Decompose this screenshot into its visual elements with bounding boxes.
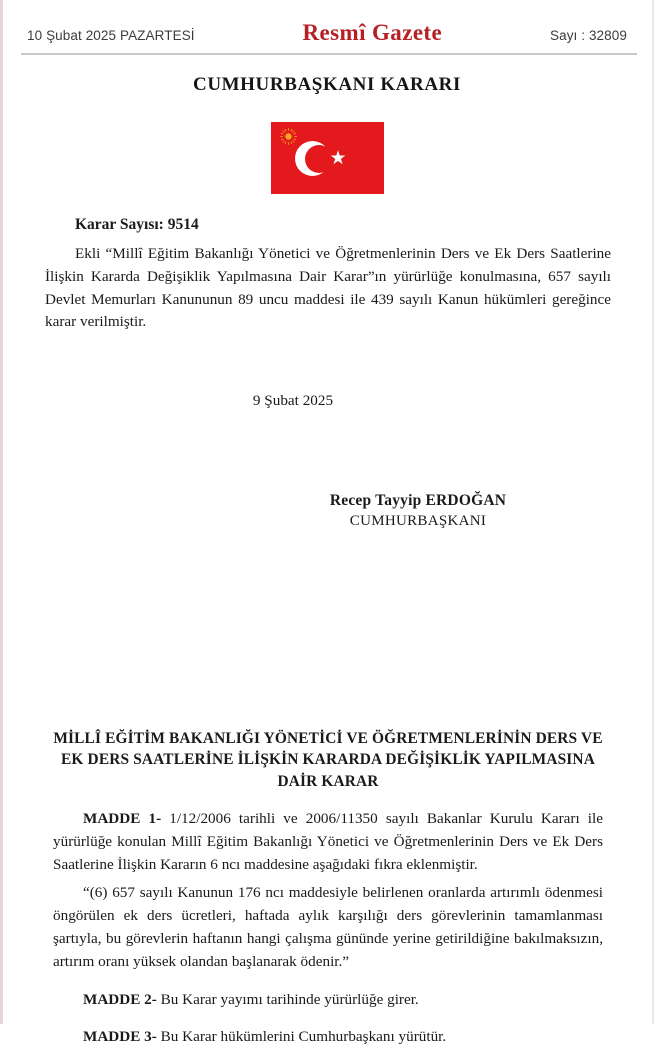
publication-date: 10 Şubat 2025 PAZARTESİ [27,28,195,43]
issue-number: Sayı : 32809 [549,28,627,43]
gazette-masthead [5,0,649,46]
signatory-name: Recep Tayyip ERDOĞAN [329,492,507,510]
decision-paragraph: Ekli “Millî Eğitim Bakanlığı Yönetici ve Öğretmenlerinin Ders ve Ek Ders Saatlerine İlişkin Kararda Değişiklik Yapılmasına Dair Karar”ın yürürlüğe konulmasına, 657 sayılı Devlet Memurları Kanununun 89 uncu maddesi ile 439 sayılı Kanun hükümleri gereğince karar verilmiştir. [45,245,611,331]
article-2-text: Bu Karar yayımı tarihinde yürürlüğe girer. [156,990,419,1008]
page-title: CUMHURBAŞKANI KARARI [193,74,461,95]
article-2-label: MADDE 2- [83,990,157,1008]
annex-heading: MİLLÎ EĞİTİM BAKANLIĞI YÖNETİCİ VE ÖĞRETMENLERİNİN DERS VE EK DERS SAATLERİNE İLİŞKİN KARARDA DEĞİŞİKLİK YAPILMASINA DAİR KARAR [53,730,603,790]
decision-date: 9 Şubat 2025 [252,392,334,410]
page-edge-left [0,0,3,1024]
article-3-label: MADDE 3- [83,1028,157,1046]
signatory-role: CUMHURBAŞKANI [349,513,487,530]
header-divider [21,53,637,55]
article-1-label: MADDE 1- [83,809,162,827]
document-page [5,0,649,1046]
signature-block [45,492,611,530]
annex-section [45,728,611,1049]
article-1-quoted-clause: “(6) 657 sayılı Kanunun 176 ncı maddesiyle belirlenen oranlarda artırımlı ödenmesi öngörülen ek ders ücretleri, haftada aylık karşılığı ders görevlerinin tamamlanması şartıyla, bu görevlerin haftanın hangi çalışma gününde yerine getirildiğine bakılmaksızın, artırım oranı yüksek olandan başlanarak ödenir.” [53,884,603,970]
annex-articles [53,808,603,1049]
star-icon: ★ [329,147,347,169]
article-3-text: Bu Karar hükümlerini Cumhurbaşkanı yürütür. [156,1028,447,1046]
gazette-title: Resmî Gazete [302,20,443,45]
turkish-flag-icon [271,122,384,194]
flag-container [5,122,649,194]
sun-emblem-icon [280,128,297,145]
article-1-text: 1/12/2006 tarihli ve 2006/11350 sayılı Bakanlar Kurulu Kararı ile yürürlüğe konulan Millî Eğitim Bakanlığı Yönetici ve Öğretmenlerinin Ders ve Ek Ders Saatlerine İlişkin Kararın 6 ncı maddesine aşağıdaki fıkra eklenmiştir. [53,809,603,873]
decision-number: Karar Sayısı: 9514 [75,216,199,233]
article-3 [53,1026,603,1049]
document-body [5,216,649,1049]
article-2 [53,989,603,1012]
article-1 [53,808,603,876]
